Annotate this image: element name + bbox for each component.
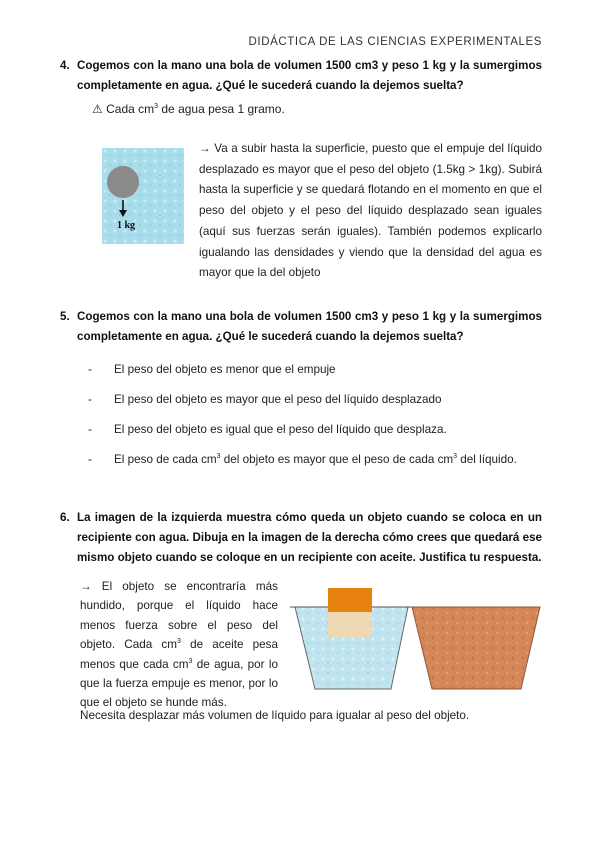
submerged-object [328,612,372,637]
question-4 [60,56,542,96]
note-text-pre: Cada cm [106,102,155,116]
note-sup: 3 [154,103,159,110]
list-item: - El peso del objeto es igual que el peso del líquido que desplaza. [88,423,447,436]
question-6 [60,508,542,568]
list-item: - El peso del objeto es menor que el empuje [88,363,336,376]
ball-in-water-svg [102,148,184,244]
note-water-weight [92,102,285,116]
question-text: Cogemos con la mano una bola de volumen 1500 cm3 y peso 1 kg y la sumergimos completamente en agua. ¿Qué le sucederá cuando la dejemos suelta? [77,310,542,343]
list-item: - El peso del objeto es mayor que el peso del líquido desplazado [88,393,442,406]
weight-label: 1 kg [117,220,136,231]
water-box [102,148,184,244]
floating-object [328,588,372,612]
question-text: La imagen de la izquierda muestra cómo queda un objeto cuando se coloca en un recipiente con agua. Dibuja en la imagen de la derecha cómo crees que quedará ese mismo objeto cuando se coloque en un recipiente con aceite. Justifica tu respuesta. [77,511,542,564]
answer-6: → El objeto se encontraría más hundido, porque el líquido hace menos fuerza sobre el peso del objeto. Cada $cm^3$ de aceite pesa menos que cada $cm^3$ de agua, por lo que la fuerza empuje es menor, por lo que el objeto se hunde más. [80,580,279,710]
page-header: DIDÁCTICA DE LAS CIENCIAS EXPERIMENTALES [248,36,542,48]
note-text-post: de agua pesa 1 gramo. [158,102,285,116]
containers-figure [290,585,550,695]
question-number: 6. [60,511,70,524]
warning-icon: ⚠ [92,102,103,116]
list-item: - El peso de cada $cm^3$ del objeto es mayor que el peso de cada $cm^3$ del líquido. [88,453,517,466]
answer-6-conclusion: Necesita desplazar más volumen de líquido para igualar al peso del objeto. [80,709,470,722]
question-number: 4. [60,59,70,72]
question-text: Cogemos con la mano una bola de volumen 1500 cm3 y peso 1 kg y la sumergimos completamente en agua. ¿Qué le sucederá cuando la dejemos suelta? [77,59,542,92]
containers-svg [290,585,550,695]
ball [107,166,139,198]
question-5 [60,307,542,347]
ball-in-water-figure [102,148,184,244]
answer-4: → Va a subir hasta la superficie, puesto que el empuje del líquido desplazado es mayor que el peso del objeto (1.5kg > 1kg). Subirá hasta la superficie y se quedará flotando en el momento en que el peso del objeto y el peso del líquido desplazado sean iguales (aquí sus fuerzas serán iguales). También podemos explicarlo igualando las densidades y viendo que la densidad del agua es mayor que la del objeto [199,142,542,280]
question-number: 5. [60,310,70,323]
oil-container [412,607,540,689]
